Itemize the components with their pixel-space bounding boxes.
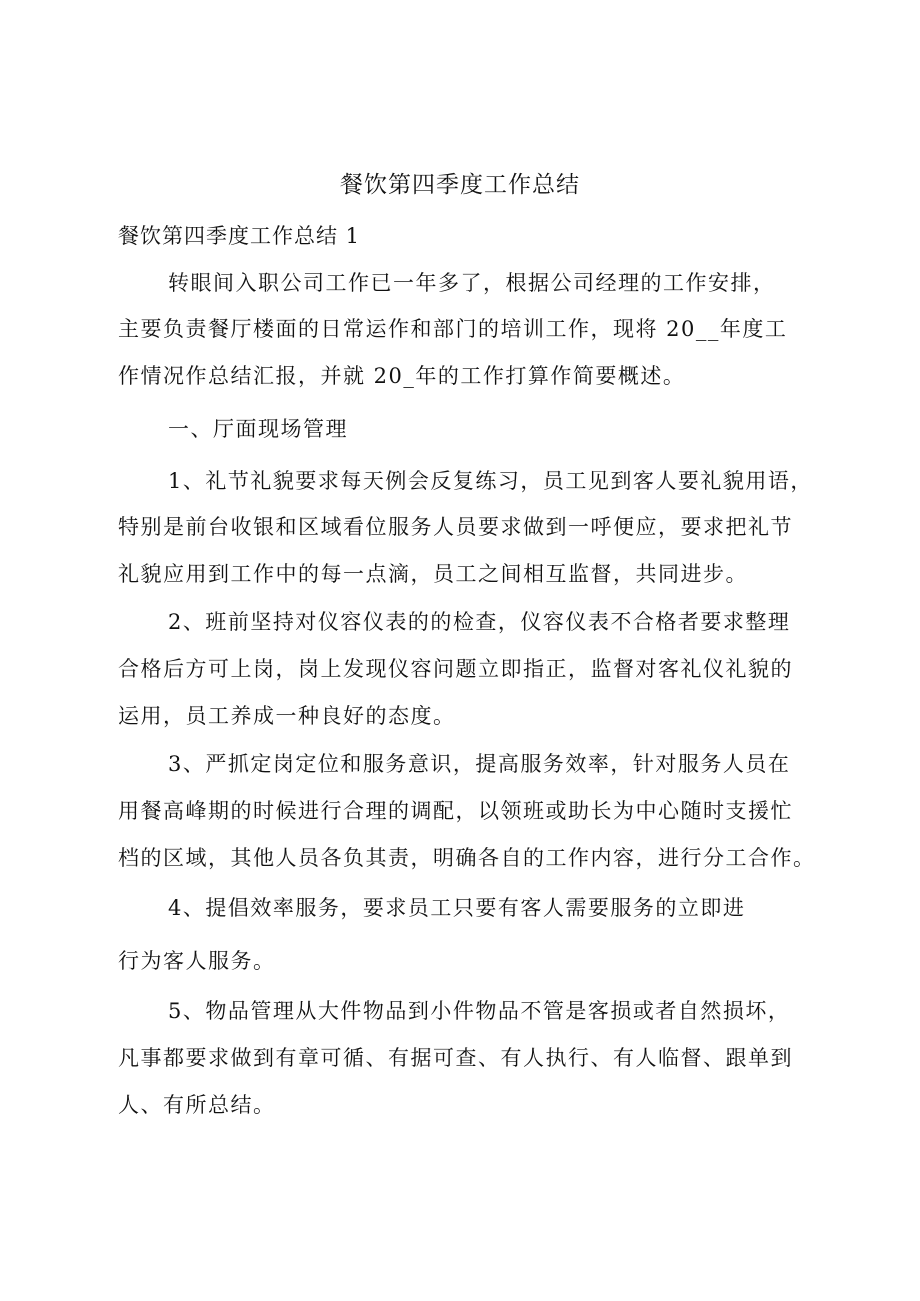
item-1-line: 1、礼节礼貌要求每天例会反复练习，员工见到客人要礼貌用语，: [168, 469, 813, 493]
item-2-line: 2、班前坚持对仪容仪表的的检查，仪容仪表不合格者要求整理: [168, 610, 791, 634]
item-1-line: 礼貌应用到工作中的每一点滴，员工之间相互监督，共同进步。: [118, 562, 748, 586]
item-4-line: 4、提倡效率服务，要求员工只要有客人需要服务的立即进: [168, 896, 746, 920]
item-1-line: 特别是前台收银和区域看位服务人员要求做到一呼便应，要求把礼节: [118, 515, 793, 539]
intro-line: 转眼间入职公司工作已一年多了，根据公司经理的工作安排，: [168, 271, 776, 295]
item-3-line: 用餐高峰期的时候进行合理的调配，以领班或助长为中心随时支援忙: [118, 799, 793, 823]
intro-line: 作情况作总结汇报，并就 20_年的工作打算作简要概述。: [118, 364, 686, 388]
document-title: 餐饮第四季度工作总结: [340, 172, 580, 198]
item-3-line: 3、严抓定岗定位和服务意识，提高服务效率，针对服务人员在: [168, 752, 791, 776]
document-subtitle: 餐饮第四季度工作总结 1: [118, 224, 361, 248]
section-heading: 一、厅面现场管理: [168, 417, 348, 441]
item-3-line: 档的区域，其他人员各负其责，明确各自的工作内容，进行分工合作。: [118, 846, 816, 870]
item-2-line: 合格后方可上岗，岗上发现仪容问题立即指正，监督对客礼仪礼貌的: [118, 657, 793, 681]
item-5-line: 5、物品管理从大件物品到小件物品不管是客损或者自然损坏，: [168, 999, 791, 1023]
item-2-line: 运用，员工养成一种良好的态度。: [118, 704, 456, 728]
item-4-line: 行为客人服务。: [118, 949, 276, 973]
item-5-line: 凡事都要求做到有章可循、有据可查、有人执行、有人临督、跟单到: [118, 1046, 793, 1070]
intro-line: 主要负责餐厅楼面的日常运作和部门的培训工作，现将 20__年度工: [118, 317, 788, 341]
item-5-line: 人、有所总结。: [118, 1093, 276, 1117]
